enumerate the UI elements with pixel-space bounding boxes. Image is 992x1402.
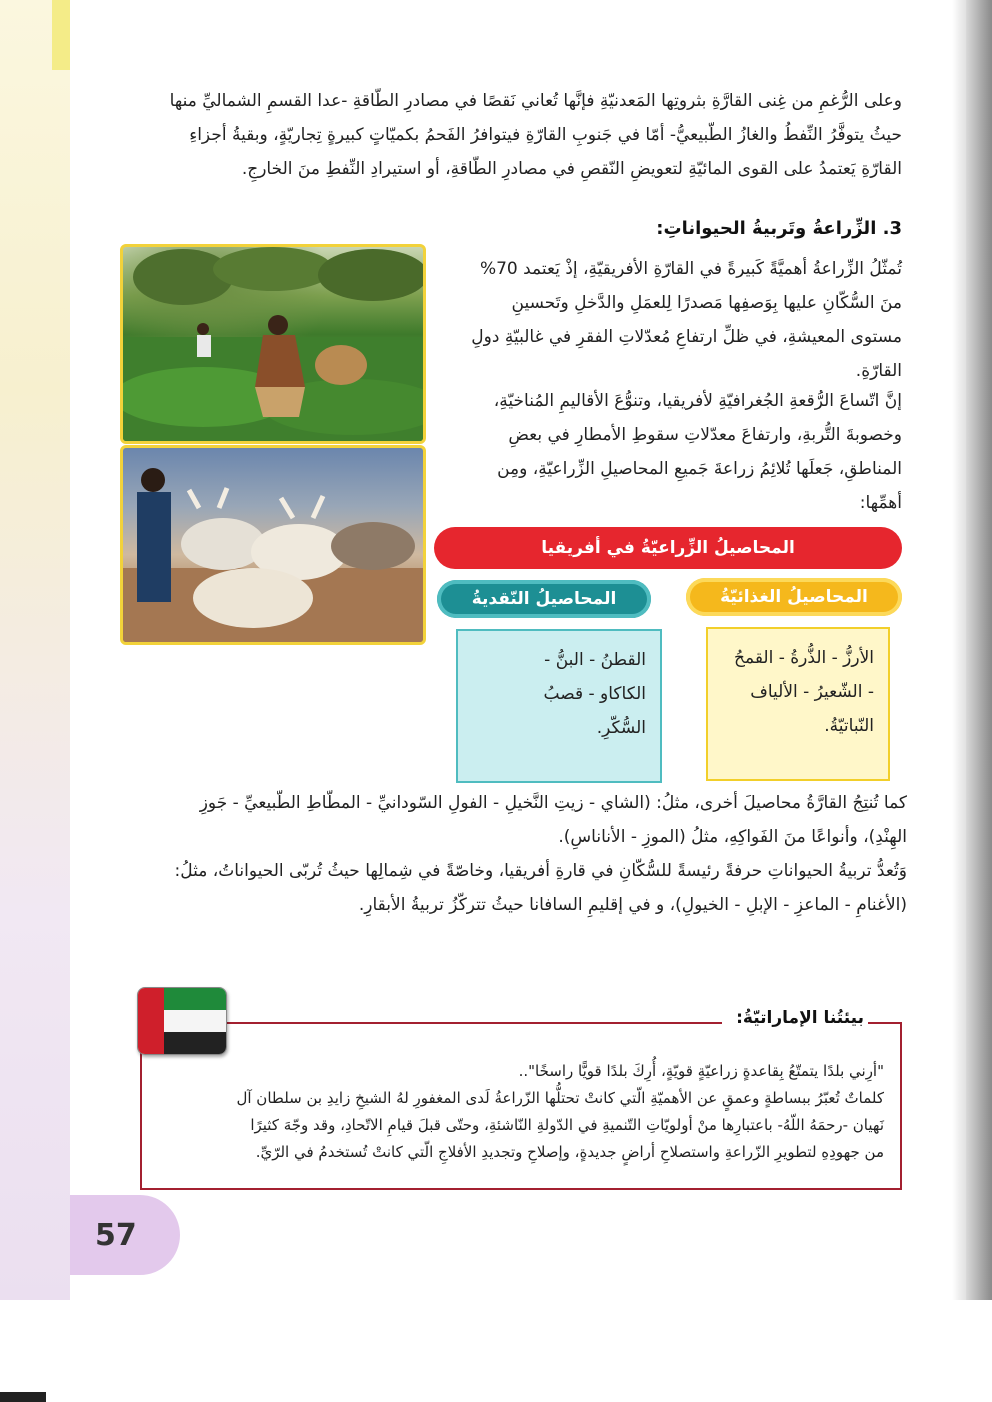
- uae-line: "أرِني بلدًا يتمتّعُ بِقاعدةٍ زراعيّةٍ قويّةٍ، أُرِكَ بلدًا قويًّا راسخًا"..: [518, 1062, 884, 1080]
- food-crop-line: النّباتيّةُ.: [824, 716, 874, 736]
- scan-edge-mark: [0, 1392, 46, 1402]
- uae-frame-top-rule: [868, 1022, 900, 1024]
- uae-text: [156, 1058, 884, 1166]
- cash-crop-line: الكاكاو - قصبُ: [543, 684, 646, 704]
- tea-harvest-illustration: [123, 247, 423, 441]
- intro-line: القارّةِ يَعتمدُ على القوى المائيّةِ لتعويضِ النّقصِ في مصادرِ الطّاقةِ، أو استيرادِ النِّفطِ منَ الخارجِ.: [241, 159, 902, 179]
- agri-line: تُمثّلُ الزِّراعةُ أهميَّةً كَبيرةً في القارّةِ الأفريقيّةِ، إذْ يَعتمد 70%: [479, 259, 902, 279]
- cattle-photo: [120, 445, 426, 645]
- other-line: كما تُنتِجُ القارَّةُ محاصيلَ أخرى، مثلُ: (الشاي - زيتِ النَّخيلِ - الفولِ السّودانيِّ - المطّاطِ الطّبيعيِّ - جَوزِ: [199, 793, 907, 813]
- agriculture-paragraph: [436, 252, 902, 388]
- uae-flag-icon: [137, 987, 227, 1055]
- factors-line: وخصوبةَ التُّربةِ، وارتفاعَ معدّلاتِ سقوطِ الأمطارِ في بعضِ: [508, 425, 902, 445]
- other-crops-paragraph: [112, 786, 907, 922]
- other-line: (الأغنامِ - الماعزِ - الإبلِ - الخيولِ)، و في إقليمِ السافانا حيثُ تتركّزُ تربيةُ الأبقارِ.: [358, 895, 907, 915]
- page-number: 57: [95, 1218, 137, 1253]
- crops-diagram-title: المحاصيلُ الزِّراعيّةُ في أفريقيا: [434, 527, 902, 569]
- agri-line: القارّةِ.: [855, 361, 902, 381]
- cattle-illustration: [123, 448, 423, 642]
- margin-notch: [52, 0, 70, 70]
- uae-heading: بيئتُنا الإماراتيّةُ:: [736, 1008, 864, 1028]
- factors-line: إنَّ اتّساعَ الرُّقعةِ الجُغرافيّةِ لأفريقيا، وتنوُّعَ الأقاليمِ المُناخيّةِ،: [493, 391, 902, 411]
- binding-shadow: [952, 0, 966, 1300]
- other-line: وَتُعدُّ تربيةُ الحيواناتِ حرفةً رئيسةً للسُّكّانِ في قارةِ أفريقيا، وخاصّةً في شِمالِها حيثُ تُربّى الحيواناتُ، مثلُ:: [174, 861, 907, 881]
- left-margin-strip: [0, 0, 70, 1300]
- agri-line: مستوى المعيشةِ، في ظلِّ ارتفاعِ مُعدّلاتِ الفقرِ في غالبيّةِ دولِ: [471, 327, 902, 347]
- intro-paragraph: [112, 84, 902, 186]
- factors-line: المناطقِ، جَعلَها تُلائِمُ زراعةَ جَميعِ المحاصيلِ الزِّراعيّةِ، ومِن: [497, 459, 902, 479]
- uae-line: من جهودِهِ لتطويرِ الزّراعةِ واستصلاحِ أراضٍ جديدةٍ، وإصلاحِ وتجديدِ الأفلاجِ الّتي كانتْ تُستخدمُ في الرّيِّ.: [255, 1143, 884, 1161]
- food-crop-line: - الشّعيرُ - الألياف: [750, 682, 874, 702]
- intro-line: حيثُ يتوفَّرُ النِّفطُ والغازُ الطّبيعيُّ- أمّا في جَنوبِ القارّةِ فيتوافرُ الفَحمُ بكميّاتٍ كبيرةٍ تِجاريّةٍ، وبقيةُ أجزاءِ: [189, 125, 902, 145]
- agri-line: منَ السُّكّانِ عليها بِوَصفِها مَصدرًا لِلعمَلِ والدَّخلِ وتَحسينِ: [511, 293, 902, 313]
- food-crops-label: المحاصيلُ الغذائيّةُ: [686, 578, 902, 616]
- uae-line: نَهيان -رحمَهُ اللّهُ- باعتبارِها منْ أولويّاتِ التّنميةِ في الدّولةِ النّاشئةِ، وحتّى قبلَ قيامِ الاتّحادِ، وقد وجّهَ كثيرًا: [250, 1116, 884, 1134]
- food-crops-box: [706, 627, 890, 781]
- food-crop-line: الأرزُّ - الذُّرةُ - القمحُ: [734, 648, 874, 668]
- uae-line: كلماتٌ تُعبّرُ ببساطةٍ وعمقٍ عن الأهميّةِ الّتي كانتْ تحتلُّها الزّراعةُ لَدى المغفورِ لهُ الشيخِ زايدِ بن سلطان آل: [236, 1089, 884, 1107]
- other-line: الهِنْدِ)، وأنواعًا منَ الفَواكِهِ، مثلُ (الموزِ - الأناناسِ).: [558, 827, 907, 847]
- factors-line: أهمِّها:: [859, 493, 902, 513]
- book-spine: [966, 0, 992, 1300]
- factors-paragraph: [436, 384, 902, 520]
- cash-crop-line: السُّكّرِ.: [596, 718, 646, 738]
- section-heading: 3. الزِّراعةُ وتَربيةُ الحيواناتِ:: [656, 218, 902, 239]
- uae-frame-top-rule: [226, 1022, 722, 1024]
- tea-harvest-photo: [120, 244, 426, 444]
- cash-crops-box: [456, 629, 662, 783]
- cash-crops-label: المحاصيلُ النّقديةُ: [437, 580, 651, 618]
- intro-line: وعلى الرُّغمِ من غِنى القارَّةِ بثروتِها المَعدنيّةِ فإنَّها تُعاني نَقصًا في مصادرِ الطّاقةِ -عدا القسمِ الشماليِّ منها: [169, 91, 902, 111]
- cash-crop-line: القطنُ - البنُّ -: [544, 650, 646, 670]
